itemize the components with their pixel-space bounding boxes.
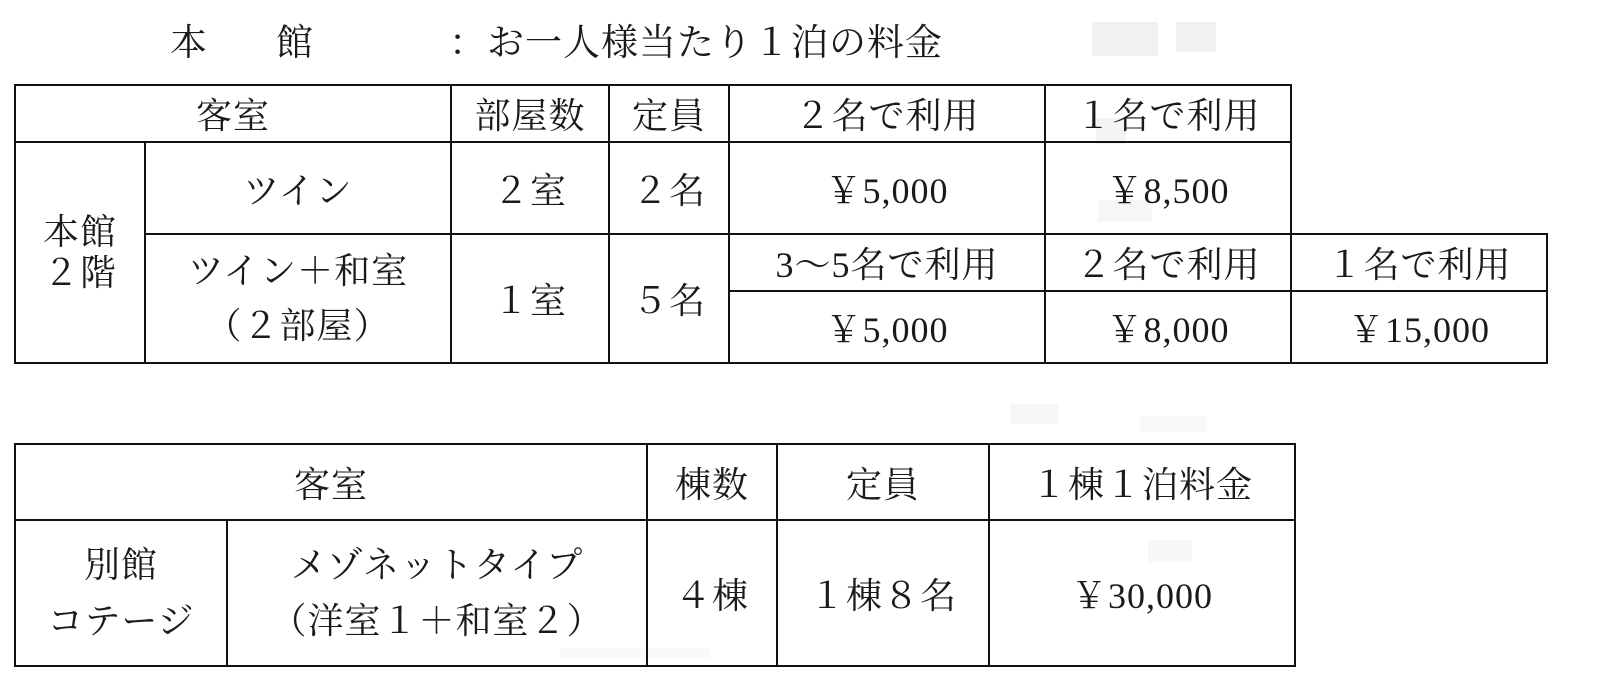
cell-price-suite-one: ￥15,000: [1291, 291, 1547, 363]
header-rate-one-person: １名で利用: [1045, 85, 1291, 142]
cell-cottage-label: 別館 コテージ: [15, 520, 227, 666]
cell-price-twin-two: ￥5,000: [729, 142, 1045, 234]
scan-artifact: [1140, 416, 1206, 432]
page-title: [170, 12, 943, 66]
cell-capacity-twin: ２名: [609, 142, 729, 234]
table-row: [15, 142, 1547, 234]
table-row: [15, 520, 1295, 666]
scan-artifact: [1176, 22, 1216, 52]
header-rate-two-persons: ２名で利用: [729, 85, 1045, 142]
subheader-rate-one: １名で利用: [1291, 234, 1547, 291]
cell-price-suite-two: ￥8,000: [1045, 291, 1291, 363]
cell-price-suite-three-to-five: ￥5,000: [729, 291, 1045, 363]
cell-room-count-suite: １室: [451, 234, 609, 363]
cell-room-count-twin: ２室: [451, 142, 609, 234]
header-capacity: 定員: [609, 85, 729, 142]
header-rate-per-building: １棟１泊料金: [989, 444, 1295, 520]
header-capacity: 定員: [777, 444, 989, 520]
header-room-count: 部屋数: [451, 85, 609, 142]
cell-cottage-type: メゾネットタイプ （洋室１＋和室２）: [227, 520, 647, 666]
scan-artifact: [1010, 404, 1058, 424]
subheader-rate-two: ２名で利用: [1045, 234, 1291, 291]
cell-room-type-twin: ツイン: [145, 142, 451, 234]
page-title-sub: ：お一人様当たり１泊の料金: [449, 23, 943, 64]
row-spacer: [1291, 142, 1547, 234]
cell-cottage-building-count: ４棟: [647, 520, 777, 666]
cell-cottage-capacity: １棟８名: [777, 520, 989, 666]
table-header-row: [15, 444, 1295, 520]
header-room: 客室: [15, 444, 647, 520]
header-room: 客室: [15, 85, 451, 142]
cell-cottage-price: ￥30,000: [989, 520, 1295, 666]
cell-price-twin-one: ￥8,500: [1045, 142, 1291, 234]
header-spacer: [1291, 85, 1547, 142]
cell-capacity-suite: ５名: [609, 234, 729, 363]
cottage-rate-table: [14, 443, 1296, 667]
table-row: [15, 234, 1547, 291]
table-header-row: [15, 85, 1547, 142]
scan-artifact: [1092, 22, 1158, 56]
subheader-rate-three-to-five: 3〜5名で利用: [729, 234, 1045, 291]
main-building-rate-table: [14, 84, 1548, 364]
cell-room-type-twin-japanese: ツイン＋和室 （２部屋）: [145, 234, 451, 363]
page-title-main: 本 館: [170, 23, 329, 64]
header-building-count: 棟数: [647, 444, 777, 520]
cell-floor-label: 本館 ２階: [15, 142, 145, 363]
